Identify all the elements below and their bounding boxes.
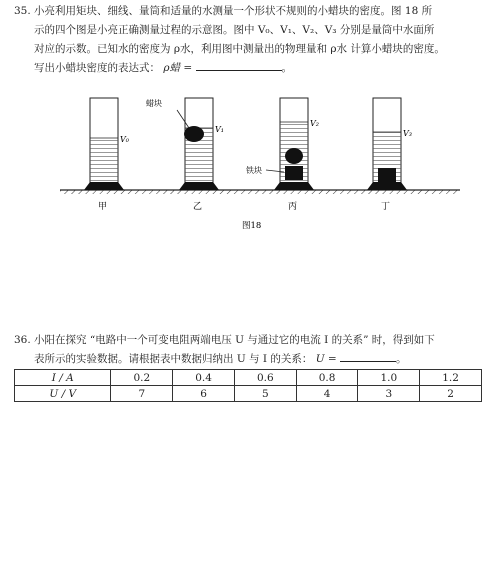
table-cell: 0.2 bbox=[111, 370, 173, 386]
object-label-iron: 铁块 bbox=[246, 166, 262, 175]
cylinder-bing bbox=[246, 98, 319, 190]
q36-line2-suffix: 。 bbox=[396, 353, 407, 365]
base-bing bbox=[274, 182, 314, 190]
label-ding: 丁 bbox=[381, 202, 391, 212]
wax-block-yi bbox=[184, 126, 204, 142]
q35-line3: 对应的示数。已知水的密度为 ρ水，利用图中测量出的物理量和 ρ水 计算小蜡块的密度。 bbox=[34, 43, 445, 55]
base-ding bbox=[367, 182, 407, 190]
table-cell: 2 bbox=[420, 386, 482, 402]
label-bing: 丙 bbox=[288, 202, 298, 212]
q36-number: 36. bbox=[14, 334, 31, 346]
table-cell: 1.0 bbox=[358, 370, 420, 386]
volume-label-bing: V₂ bbox=[310, 119, 319, 128]
figure-18 bbox=[60, 92, 460, 234]
q36-text-1: 小阳在探究 “电路中一个可变电阻两端电压 U 与通过它的电流 I 的关系” 时，得到如下 bbox=[34, 334, 435, 346]
table-cell: 0.6 bbox=[234, 370, 296, 386]
table-row-voltage bbox=[15, 386, 482, 402]
object-label-wax: 蜡块 bbox=[146, 99, 162, 108]
cylinder-jia bbox=[84, 98, 130, 190]
table-cell: 0.8 bbox=[296, 370, 358, 386]
iron-block-bing bbox=[285, 166, 303, 180]
q35-text-1: 小亮利用矩块、细线、量筒和适量的水测量一个形状不规则的小蜡块的密度。图 18 所 bbox=[34, 5, 433, 17]
cylinder-ding bbox=[367, 98, 412, 190]
q35-line4-prefix: 写出小蜡块密度的表达式： bbox=[34, 62, 160, 74]
table-cell: 7 bbox=[111, 386, 173, 402]
cylinder-yi bbox=[146, 98, 224, 190]
volume-label-ding: V₃ bbox=[403, 129, 412, 138]
q35-line4 bbox=[14, 59, 484, 78]
base-yi bbox=[179, 182, 219, 190]
table-cell: 1.2 bbox=[420, 370, 482, 386]
table-row-current bbox=[15, 370, 482, 386]
q35-number: 35. bbox=[14, 5, 31, 17]
question-35 bbox=[14, 2, 484, 78]
q36-line1 bbox=[14, 331, 484, 350]
table-cell: 5 bbox=[234, 386, 296, 402]
q36-line2 bbox=[14, 350, 484, 369]
volume-label-jia: V₀ bbox=[120, 135, 129, 144]
table-header-voltage: U / V bbox=[15, 386, 111, 402]
q35-answer-blank bbox=[196, 59, 282, 71]
iron-block-ding bbox=[378, 168, 396, 182]
base-jia bbox=[84, 182, 124, 190]
label-yi: 乙 bbox=[193, 202, 203, 212]
label-jia: 甲 bbox=[98, 202, 108, 212]
ground-hatch bbox=[60, 190, 460, 194]
table-cell: 3 bbox=[358, 386, 420, 402]
q35-line4-suffix: 。 bbox=[281, 62, 292, 74]
q36-u-symbol: U = bbox=[315, 353, 337, 365]
figure-caption: 图18 bbox=[242, 221, 262, 231]
water-jia bbox=[90, 138, 118, 184]
table-cell: 6 bbox=[173, 386, 235, 402]
q35-line2: 示的四个图是小亮正确测量过程的示意图。图中 V₀、V₁、V₂、V₃ 分别是量筒中水面所 bbox=[34, 24, 435, 36]
leader-wax bbox=[177, 110, 189, 128]
volume-label-yi: V₁ bbox=[215, 125, 224, 134]
q35-line1 bbox=[14, 2, 484, 21]
q36-answer-blank bbox=[340, 350, 396, 362]
data-table bbox=[14, 369, 482, 402]
q36-line2-prefix: 表所示的实验数据。请根据表中数据归纳出 U 与 I 的关系： bbox=[34, 353, 313, 365]
q35-density-symbol: ρ蜡 = bbox=[163, 62, 193, 74]
table-cell: 4 bbox=[296, 386, 358, 402]
wax-block-bing bbox=[285, 148, 303, 164]
table-header-current: I / A bbox=[15, 370, 111, 386]
table-cell: 0.4 bbox=[173, 370, 235, 386]
question-36 bbox=[14, 331, 484, 369]
